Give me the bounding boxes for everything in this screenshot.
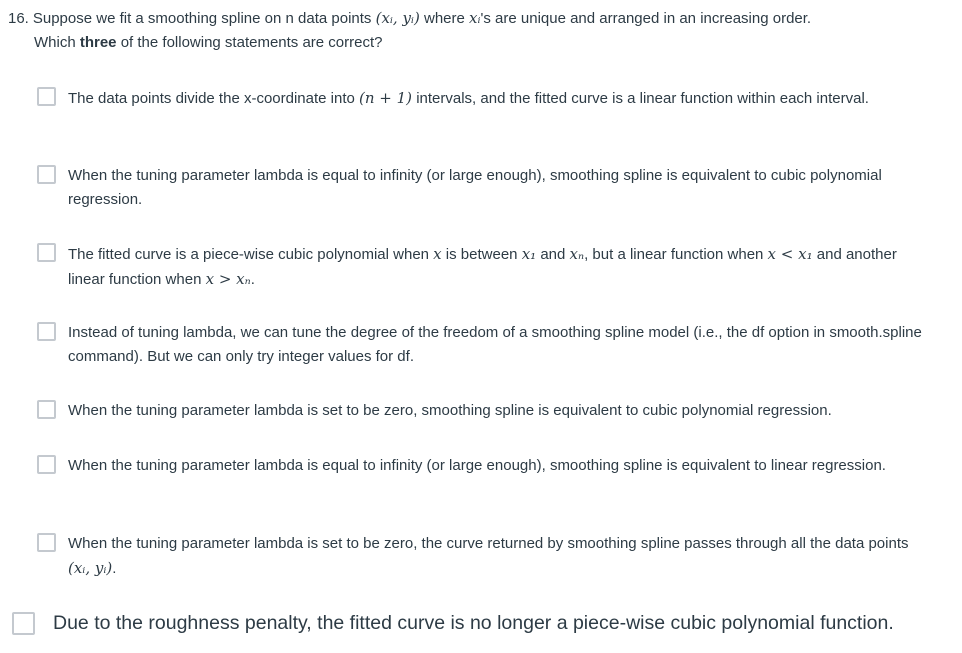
- checkbox[interactable]: [37, 400, 56, 419]
- answer-option-2[interactable]: [37, 164, 932, 212]
- answer-option-1[interactable]: [37, 86, 932, 111]
- option-text-part: When the tuning parameter lambda is set to be zero, the curve returned by smoothing spline passes through all the data points: [68, 535, 909, 552]
- checkbox[interactable]: [12, 612, 35, 635]
- math-expression: xₙ: [569, 245, 585, 263]
- option-text: [68, 242, 932, 292]
- option-text-part: is between: [441, 246, 522, 263]
- checkbox[interactable]: [37, 322, 56, 341]
- option-text: When the tuning parameter lambda is equal to infinity (or large enough), smoothing spline is equivalent to cubic polynomial regression.: [68, 167, 882, 208]
- option-text-part: .: [250, 271, 255, 288]
- checkbox[interactable]: [37, 87, 56, 106]
- question-text: [8, 6, 938, 55]
- question-line-1: [8, 6, 938, 31]
- question-number: 16.: [8, 10, 29, 27]
- option-text-part: intervals, and the fitted curve is a linear function within each interval.: [412, 90, 869, 107]
- math-expression: x < x₁: [767, 245, 813, 263]
- answer-option-8[interactable]: [12, 610, 952, 636]
- question-emphasis: three: [79, 34, 117, 51]
- option-text-part: and another linear function when: [68, 246, 897, 288]
- checkbox[interactable]: [37, 455, 56, 474]
- option-text-part: .: [112, 560, 117, 577]
- question-line-2: [8, 31, 938, 55]
- answer-option-3[interactable]: [37, 242, 932, 292]
- math-xi: xᵢ: [469, 9, 481, 27]
- math-expression: x: [433, 245, 442, 263]
- option-text-part: , but a linear function when: [584, 246, 768, 263]
- question-text-part: where: [419, 10, 470, 27]
- option-text: When the tuning parameter lambda is equal to infinity (or large enough), smoothing spline is equivalent to linear regression.: [68, 457, 886, 474]
- option-text-part: The data points divide the x-coordinate into: [68, 90, 360, 107]
- answer-option-6[interactable]: [37, 454, 932, 478]
- option-text: When the tuning parameter lambda is set to be zero, smoothing spline is equivalent to cubic polynomial regression.: [68, 402, 832, 419]
- checkbox[interactable]: [37, 243, 56, 262]
- math-expression: (n + 1): [359, 89, 413, 107]
- option-text: [68, 532, 932, 581]
- answer-option-5[interactable]: [37, 399, 932, 423]
- option-text: Instead of tuning lambda, we can tune the degree of the freedom of a smoothing spline model (i.e., the df option in smooth.spline command). But we can only try integer values for df.: [68, 324, 922, 365]
- answer-option-4[interactable]: [37, 321, 932, 369]
- question-text-part: Suppose we fit a smoothing spline on n data points: [32, 10, 376, 27]
- answer-option-7[interactable]: [37, 532, 932, 581]
- math-expression: (xᵢ, yᵢ): [68, 559, 113, 577]
- option-text: [68, 86, 869, 111]
- math-expression: x > xₙ: [205, 270, 251, 288]
- question-text-part: of the following statements are correct?: [116, 34, 383, 51]
- math-expression: x₁: [521, 245, 537, 263]
- checkbox[interactable]: [37, 533, 56, 552]
- option-text-part: and: [536, 246, 570, 263]
- option-text-part: The fitted curve is a piece-wise cubic polynomial when: [68, 246, 434, 263]
- checkbox[interactable]: [37, 165, 56, 184]
- question-text-part: 's are unique and arranged in an increasing order.: [480, 10, 812, 27]
- question-text-part: Which: [34, 34, 80, 51]
- math-points: (xᵢ, yᵢ): [375, 9, 420, 27]
- option-text: Due to the roughness penalty, the fitted curve is no longer a piece-wise cubic polynomial function.: [53, 612, 894, 634]
